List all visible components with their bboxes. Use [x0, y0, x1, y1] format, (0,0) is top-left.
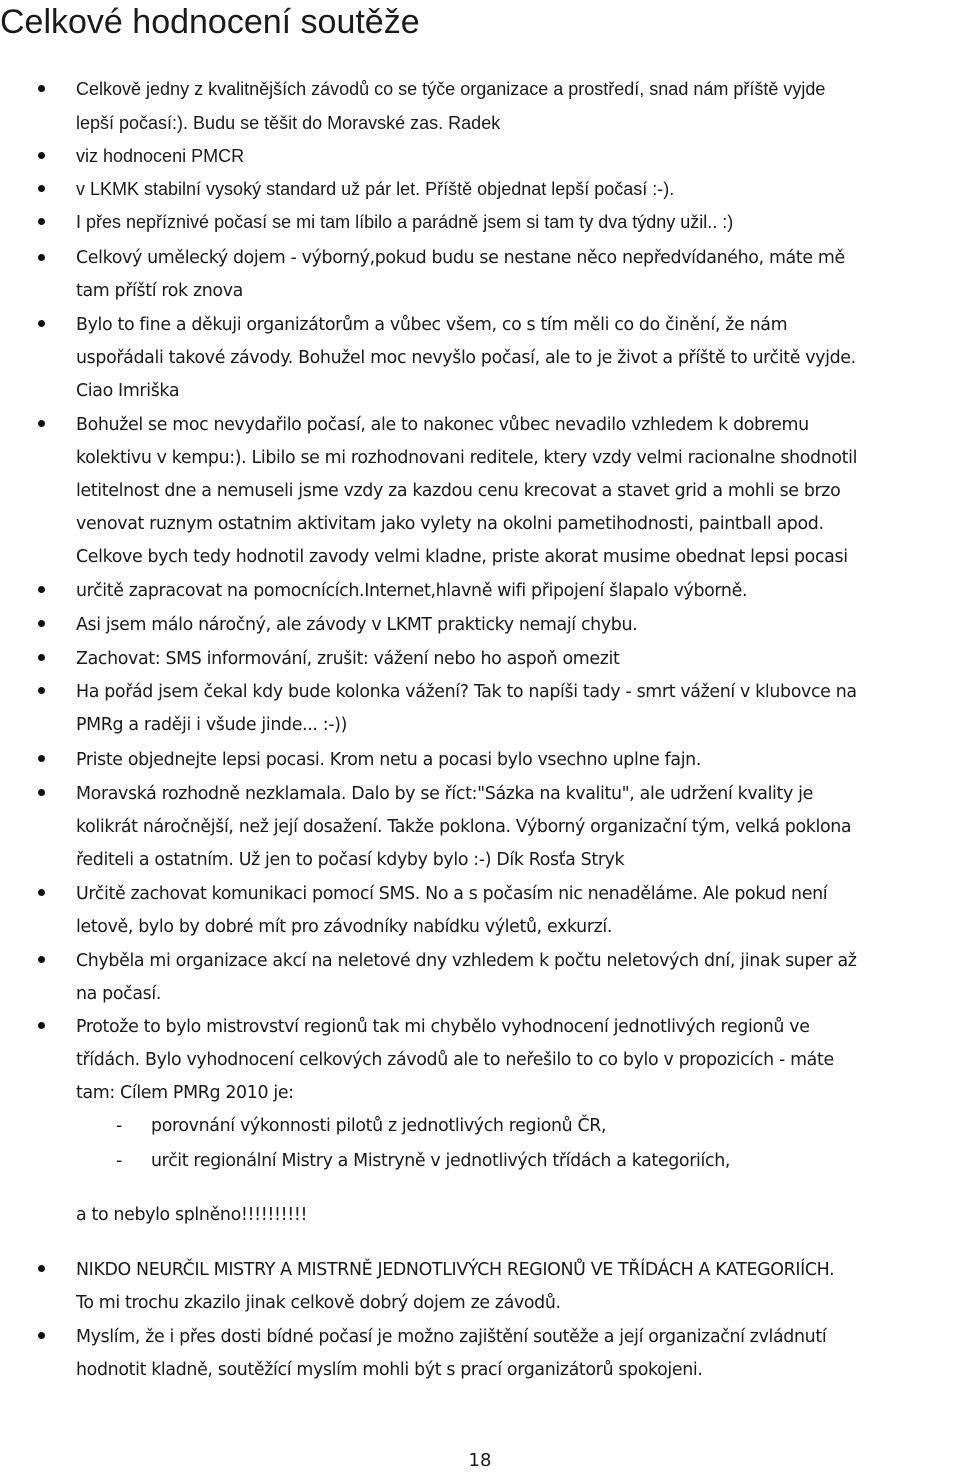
bullet-icon — [38, 1332, 45, 1339]
list-item-line: v LKMK stabilní vysoký standard už pár let. Příště objednat lepší počasí :-). — [76, 179, 675, 199]
list-item-line: určitě zapracovat na pomocnících.Internet,hlavně wifi připojení šlapalo výborně. — [76, 581, 748, 601]
page-number: 18 — [468, 1450, 492, 1471]
list-item-line: viz hodnoceni PMCR — [76, 146, 245, 166]
list-item-line: letově, bylo by dobré mít pro závodníky nabídku výletů, exkurzí. — [76, 917, 613, 937]
list-item-line: Myslím, že i přes dosti bídné počasí je možno zajištění soutěže a její organizační zvládnutí — [76, 1327, 827, 1347]
list-item-line: Bylo to fine a děkuji organizátorům a vůbec všem, co s tím měli co do činění, že nám — [76, 315, 788, 335]
list-item-line: PMRg a raději i všude jinde... :-)) — [76, 715, 348, 735]
list-item-line: letitelnost dne a nemuseli jsme vzdy za kazdou cenu krecovat a stavet grid a mohli se brzo — [76, 481, 841, 501]
list-item-line: kolektivu v kempu:). Libilo se mi rozhodnovani reditele, ktery vzdy velmi racionalne shodnotil — [76, 448, 858, 468]
list-item-line: I přes nepříznivé počasí se mi tam líbilo a parádně jsem si tam ty dva týdny užil.. :) — [76, 212, 734, 232]
list-item-line: třídách. Bylo vyhodnocení celkových závodů ale to neřešilo to co bylo v propozicích - máte — [76, 1050, 834, 1070]
list-item-line: uspořádali takové závody. Bohužel moc nevyšlo počasí, ale to je život a příště to určitě vyjde. — [76, 348, 856, 368]
list-item-line: Celkove bych tedy hodnotil zavody velmi kladne, priste akorat musime obednat lepsi pocasi — [76, 547, 848, 567]
bullet-icon — [38, 218, 45, 225]
list-item-line: Protože to bylo mistrovství regionů tak mi chybělo vyhodnocení jednotlivých regionů ve — [76, 1017, 810, 1037]
dash-marker: - — [116, 1151, 123, 1171]
list-item-line: Ciao Imriška — [76, 381, 180, 401]
list-item-line: Celkově jedny z kvalitnějších závodů co se týče organizace a prostředí, snad nám příště vyjde — [76, 79, 826, 99]
bullet-icon — [38, 85, 45, 92]
list-item-line: Asi jsem málo náročný, ale závody v LKMT prakticky nemají chybu. — [76, 615, 638, 635]
bullet-icon — [38, 254, 45, 261]
list-item-line: NIKDO NEURČIL MISTRY A MISTRNĚ JEDNOTLIVÝCH REGIONŮ VE TŘÍDÁCH A KATEGORIÍCH. — [76, 1260, 835, 1280]
list-item-line: Zachovat: SMS informování, zrušit: vážení nebo ho aspoň omezit — [76, 649, 620, 669]
dash-marker: - — [116, 1116, 123, 1136]
list-item-line: řediteli a ostatním. Už jen to počasí kdyby bylo :-) Dík Rosťa Stryk — [76, 850, 625, 870]
bullet-icon — [38, 1265, 45, 1272]
bullet-icon — [38, 320, 45, 327]
bullet-icon — [38, 420, 45, 427]
sublist-item: porovnání výkonnosti pilotů z jednotlivých regionů ČR, — [151, 1116, 607, 1136]
bullet-icon — [38, 956, 45, 963]
bullet-icon — [38, 185, 45, 192]
list-item-line: Priste objednejte lepsi pocasi. Krom netu a pocasi bylo vsechno uplne fajn. — [76, 750, 702, 770]
list-item-line: venovat ruznym ostatnim aktivitam jako vylety na okolni pametihodnosti, paintball apod. — [76, 514, 824, 534]
list-item-line: Ha pořád jsem čekal kdy bude kolonka vážení? Tak to napíši tady - smrt vážení v klubovce na — [76, 682, 857, 702]
page-title: Celkové hodnocení soutěže — [0, 3, 420, 41]
list-item-line: kolikrát náročnější, než její dosažení. Takže poklona. Výborný organizační tým, velká poklona — [76, 817, 852, 837]
bullet-icon — [38, 654, 45, 661]
bullet-icon — [38, 889, 45, 896]
list-item-line: Chyběla mi organizace akcí na neletové dny vzhledem k počtu neletových dní, jinak super až — [76, 951, 857, 971]
bullet-icon — [38, 687, 45, 694]
list-item-line: tam: Cílem PMRg 2010 je: — [76, 1083, 294, 1103]
bullet-icon — [38, 789, 45, 796]
list-item-line: a to nebylo splněno!!!!!!!!!! — [76, 1205, 308, 1225]
list-item-line: na počasí. — [76, 984, 162, 1004]
list-item-line: Moravská rozhodně nezklamala. Dalo by se říct:"Sázka na kvalitu", ale udržení kvality je — [76, 784, 813, 804]
bullet-icon — [38, 586, 45, 593]
list-item-line: hodnotit kladně, soutěžící myslím mohli být s prací organizátorů spokojeni. — [76, 1360, 703, 1380]
bullet-icon — [38, 152, 45, 159]
bullet-icon — [38, 1022, 45, 1029]
list-item-line: Bohužel se moc nevydařilo počasí, ale to nakonec vůbec nevadilo vzhledem k dobremu — [76, 415, 809, 435]
list-item-line: To mi trochu zkazilo jinak celkově dobrý dojem ze závodů. — [76, 1293, 561, 1313]
bullet-icon — [38, 755, 45, 762]
list-item-line: tam příští rok znova — [76, 281, 243, 301]
bullet-icon — [38, 620, 45, 627]
list-item-line: lepší počasí:). Budu se těšit do Moravské zas. Radek — [76, 113, 501, 133]
sublist-item: určit regionální Mistry a Mistryně v jednotlivých třídách a kategoriích, — [151, 1151, 731, 1171]
list-item-line: Určitě zachovat komunikaci pomocí SMS. No a s počasím nic nenaděláme. Ale pokud není — [76, 884, 828, 904]
list-item-line: Celkový umělecký dojem - výborný,pokud budu se nestane něco nepředvídaného, máte mě — [76, 248, 845, 268]
